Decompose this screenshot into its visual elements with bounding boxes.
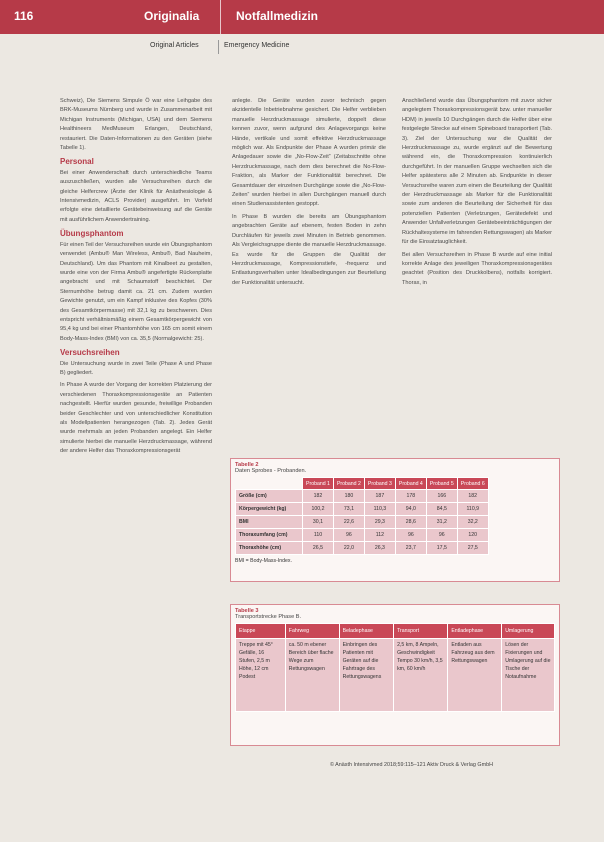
- text-column-3: [402, 97, 552, 291]
- table-cell: 31,2: [426, 516, 457, 529]
- table-header: Proband 1: [303, 478, 334, 490]
- table-cell: 96: [395, 529, 426, 542]
- body-paragraph: Für einen Teil der Versuchsreihen wurde ein Übungsphantom verwendet (Ambu® Man Wireless, Ambu®, Bad Nauheim, Deutschland). Um das Phantom mit Kinalbeet zu gestalten, wurde eine von der Firma Ambu® angefertigte Rückenplatte angebracht und mit Schaumstoff beschichtet. Der Sternumhöhe betrug damit ca. 21 cm. Zudem wurden Gewichte genutzt, um ein Kampf inklusive des Kopfes (30% des Gesamtkörpermasse) mit 32,1 kg zu beschweren. Dies entspricht verhältnismäßig einem Gesamtkörpergewicht von 95,4 kg und bei einer Phantomhöhe von 165 cm somit einem Body-Mass-Index (BMI) von ca. 35,5 (Normalgewicht: 25).: [60, 241, 212, 342]
- page-header: [0, 0, 604, 34]
- table-row: [236, 503, 489, 516]
- section-label: Originalia: [144, 9, 200, 23]
- table-cell: 182: [303, 490, 334, 503]
- table-2-box: [230, 604, 560, 746]
- table-cell: 26,3: [364, 542, 395, 555]
- body-paragraph: Bei allen Versuchsreihen in Phase B wurde auf eine initial korrekte Anlage des jeweiligen Thoraxkompressionsgerätes geachtet (Position des Druckkolbens), notfalls korrigiert. Thorax, in: [402, 251, 552, 286]
- body-paragraph: In Phase A wurde der Vorgang der korrekten Platzierung der verschiedenen Thoraxkompressionsgeräte an Patienten nachgestellt. Hierfür wurden gesunde, freiwillige Probanden beider Geschlechter und von unterschiedlicher Konstitution als Modellpatienten herangezogen (Tab. 2). Jedes Gerät wurde mehrmals an jeden Probanden angelegt. Ein Helfer simulierte hierbei die manuelle Herzdruckmassage, während der andere Helfer das Thoraxkompressionsgerät: [60, 382, 212, 455]
- table-cell: 110,3: [364, 503, 395, 516]
- body-paragraph: Bei einer Anwenderschaft durch unterschiedliche Teams auszuschließen, wurden alle Versuchsreihen durch die gleiche Helfercrew (Ärzte der Klinik für Anästhesiologie & Intensivmedizin, ACLS Provider) ausgeführt. Im Vorfeld erfolgte eine detaillierte Gerätebeinweisung auf die Geräte mit ausführlichem Anwendertraining.: [60, 169, 212, 223]
- table-header: Fahrweg: [285, 624, 339, 639]
- table-cell: 27,5: [457, 542, 488, 555]
- table-header: Transport: [394, 624, 448, 639]
- table-row: [236, 529, 489, 542]
- table-header: Proband 4: [395, 478, 426, 490]
- subheader-right: Emergency Medicine: [224, 42, 290, 49]
- row-label: Thoraxhöhe (cm): [236, 542, 303, 555]
- table-2-subtitle: Transportstrecke Phase B.: [235, 614, 302, 620]
- page-number: 116: [14, 9, 34, 23]
- subheader-divider: [218, 40, 219, 54]
- table-1-caption: Tabelle 2: [235, 462, 259, 468]
- table-cell: 180: [333, 490, 364, 503]
- table-header: Proband 6: [457, 478, 488, 490]
- table-header: Proband 2: [333, 478, 364, 490]
- table-header: Etappe: [236, 624, 286, 639]
- body-paragraph: In Phase B wurden die bereits am Übungsphantom angebrachten Geräte auf ebenem, festen Boden in zehn Durchläufen für jeweils zwei Minuten in Betrieb genommen. Als Vergleichsgruppe diente die manuelle Herzdruckmassage. Es wurde für die Gruppen die Qualität der Herzdruckmassage, Kompressionstiefe, -frequenz und Entlastungsverhalten unter Idealbedingungen zur Beurteilung der Funktionalität untersucht.: [232, 213, 386, 286]
- table-cell: 32,2: [457, 516, 488, 529]
- text-column-1: [60, 97, 212, 460]
- table-cell: 96: [333, 529, 364, 542]
- body-paragraph: anlegte. Die Geräte wurden zuvor technisch gegen akzidentelle Inbetriebnahme gesichert. Die Helfer verblieben manuelle Herzdruckmassage simulierte, doppelt diese kennen zuvor, wenn aufgrund des Anlagevorgangs keine Hände, vertikale und somit effektive Herzdruckmassage möglich war. Als Endpunkte der Phase A wurden primär die Anlagedauer sowie die „No-Flow-Zeit“ (Zeitabschnitte ohne Herzdruckmassage, nach dem dies berechnet die No-Flow-Fraktion, als Marker der Funktionalität berechnet. Die Gesamtdauer der einzelnen Durchgänge sowie die „No-Flow-Zeiten“ wurden hierbei in allen Durchgängen manuell durch einen Studienassistenten gestoppt.: [232, 98, 386, 208]
- table-cell: Lösen der Fixierungen und Umlagerung auf die Tische der Notaufnahme: [502, 639, 555, 712]
- table-cell: 26,5: [303, 542, 334, 555]
- table-row: [236, 542, 489, 555]
- section-heading: Personal: [60, 157, 94, 167]
- table-header: Beladephase: [339, 624, 393, 639]
- section-title: Notfallmedizin: [236, 9, 319, 23]
- table-cell: 28,6: [395, 516, 426, 529]
- table-cell: 84,5: [426, 503, 457, 516]
- table-cell: 29,3: [364, 516, 395, 529]
- table-cell: 22,0: [333, 542, 364, 555]
- table-row: [236, 516, 489, 529]
- table-cell: 112: [364, 529, 395, 542]
- table-cell: 110,9: [457, 503, 488, 516]
- table-cell: 182: [457, 490, 488, 503]
- table-1-box: [230, 458, 560, 582]
- table-cell: 17,5: [426, 542, 457, 555]
- table-cell: 166: [426, 490, 457, 503]
- table-cell: 178: [395, 490, 426, 503]
- table-row: [236, 490, 489, 503]
- section-heading: Versuchsreihen: [60, 348, 120, 358]
- table-header: Entladephase: [448, 624, 502, 639]
- table-cell: Einbringen des Patienten mit Geräten auf die Fahrtrage des Rettungswagens: [339, 639, 393, 712]
- table-cell: Entladen aus Fahrzeug aus dem Rettungswagen: [448, 639, 502, 712]
- table-cell: ca. 50 m ebener Bereich über flache Wege zum Rettungswagen: [285, 639, 339, 712]
- table-cell: 96: [426, 529, 457, 542]
- table-1: [235, 477, 489, 555]
- row-label: BMI: [236, 516, 303, 529]
- header-divider: [220, 0, 221, 34]
- table-cell: 30,1: [303, 516, 334, 529]
- table-cell: 23,7: [395, 542, 426, 555]
- table-cell: 187: [364, 490, 395, 503]
- table-cell: 73,1: [333, 503, 364, 516]
- table-cell: 94,0: [395, 503, 426, 516]
- table-2: [235, 623, 555, 712]
- table-cell: 2,5 km, 8 Ampeln, Geschwindigkeit Tempo 30 km/h, 3,5 km, 60 km/h: [394, 639, 448, 712]
- row-label: Größe (cm): [236, 490, 303, 503]
- table-2-caption: Tabelle 3: [235, 608, 259, 614]
- body-paragraph: Die Untersuchung wurde in zwei Teile (Phase A und Phase B) gegliedert.: [60, 360, 212, 376]
- table-cell: 120: [457, 529, 488, 542]
- table-header-blank: [236, 478, 303, 490]
- table-cell: 100,2: [303, 503, 334, 516]
- row-label: Körpergewicht (kg): [236, 503, 303, 516]
- table-header: Umlagerung: [502, 624, 555, 639]
- subheader-left: Original Articles: [150, 42, 199, 49]
- table-header: Proband 3: [364, 478, 395, 490]
- body-paragraph: Schweiz), Die Siemens Simpule Ö war eine Leihgabe des BRK-Museums Nürnberg und wurde in Zusammenarbeit mit Michigan Instruments (Michigan, USA) und dem Siemens Healthineers MedMuseum Erlangen, Deutschland, restauriert. Die Daten-Informationen zu den Geräten (siehe Tabelle 1).: [60, 98, 212, 152]
- table-header: Proband 5: [426, 478, 457, 490]
- table-cell: 110: [303, 529, 334, 542]
- text-column-2: [232, 97, 386, 291]
- body-paragraph: Anschließend wurde das Übungsphantom mit zuvor sicher angelegtem Thoraxkompressionsgerät bzw. unter manueller HDM) in jeweils 10 Durchgängen durch die Helfer über eine festgelegte Strecke auf einem Spineboard transportiert (Tab. 3). Ziel der Untersuchung war die Qualität der Herzdruckmassage zu, wurde ergänzt auf die Bewertung während ein, die Thoraxkompression kontinuierlich durchgeführt. In der manuellen Gruppe wechselten sich die Helfer spätestens alle 2 Minuten ab. Endpunkte in dieser Versuchsreihe waren zum einen die Beurteilung der Qualität der Herzdruckmassage als Marker für die Funktionalität sowie zum anderen die Beurteilung der Sicherheit für das potenziellen Patienten (Verletzungen, Gerätedefekt und Anwender Unfallverletzungen Gerätebeeinträchtigungen der Rückhaltesysteme im fahrenden Rettungswagen) als Marker für die Einsatztauglichkeit.: [402, 98, 552, 246]
- copyright-footer: © Anästh Intensivmed 2018;59:115–121 Aktiv Druck & Verlag GmbH: [330, 762, 493, 768]
- table-1-note: BMI = Body-Mass-Index.: [235, 558, 292, 564]
- section-heading: Übungsphantom: [60, 229, 124, 239]
- table-1-subtitle: Daten Sprobes - Probanden.: [235, 468, 307, 474]
- table-cell: Treppe mit 45° Gefälle, 16 Stufen, 2,5 m Höhe, 12 cm Podest: [236, 639, 286, 712]
- row-label: Thoraxumfang (cm): [236, 529, 303, 542]
- table-cell: 22,6: [333, 516, 364, 529]
